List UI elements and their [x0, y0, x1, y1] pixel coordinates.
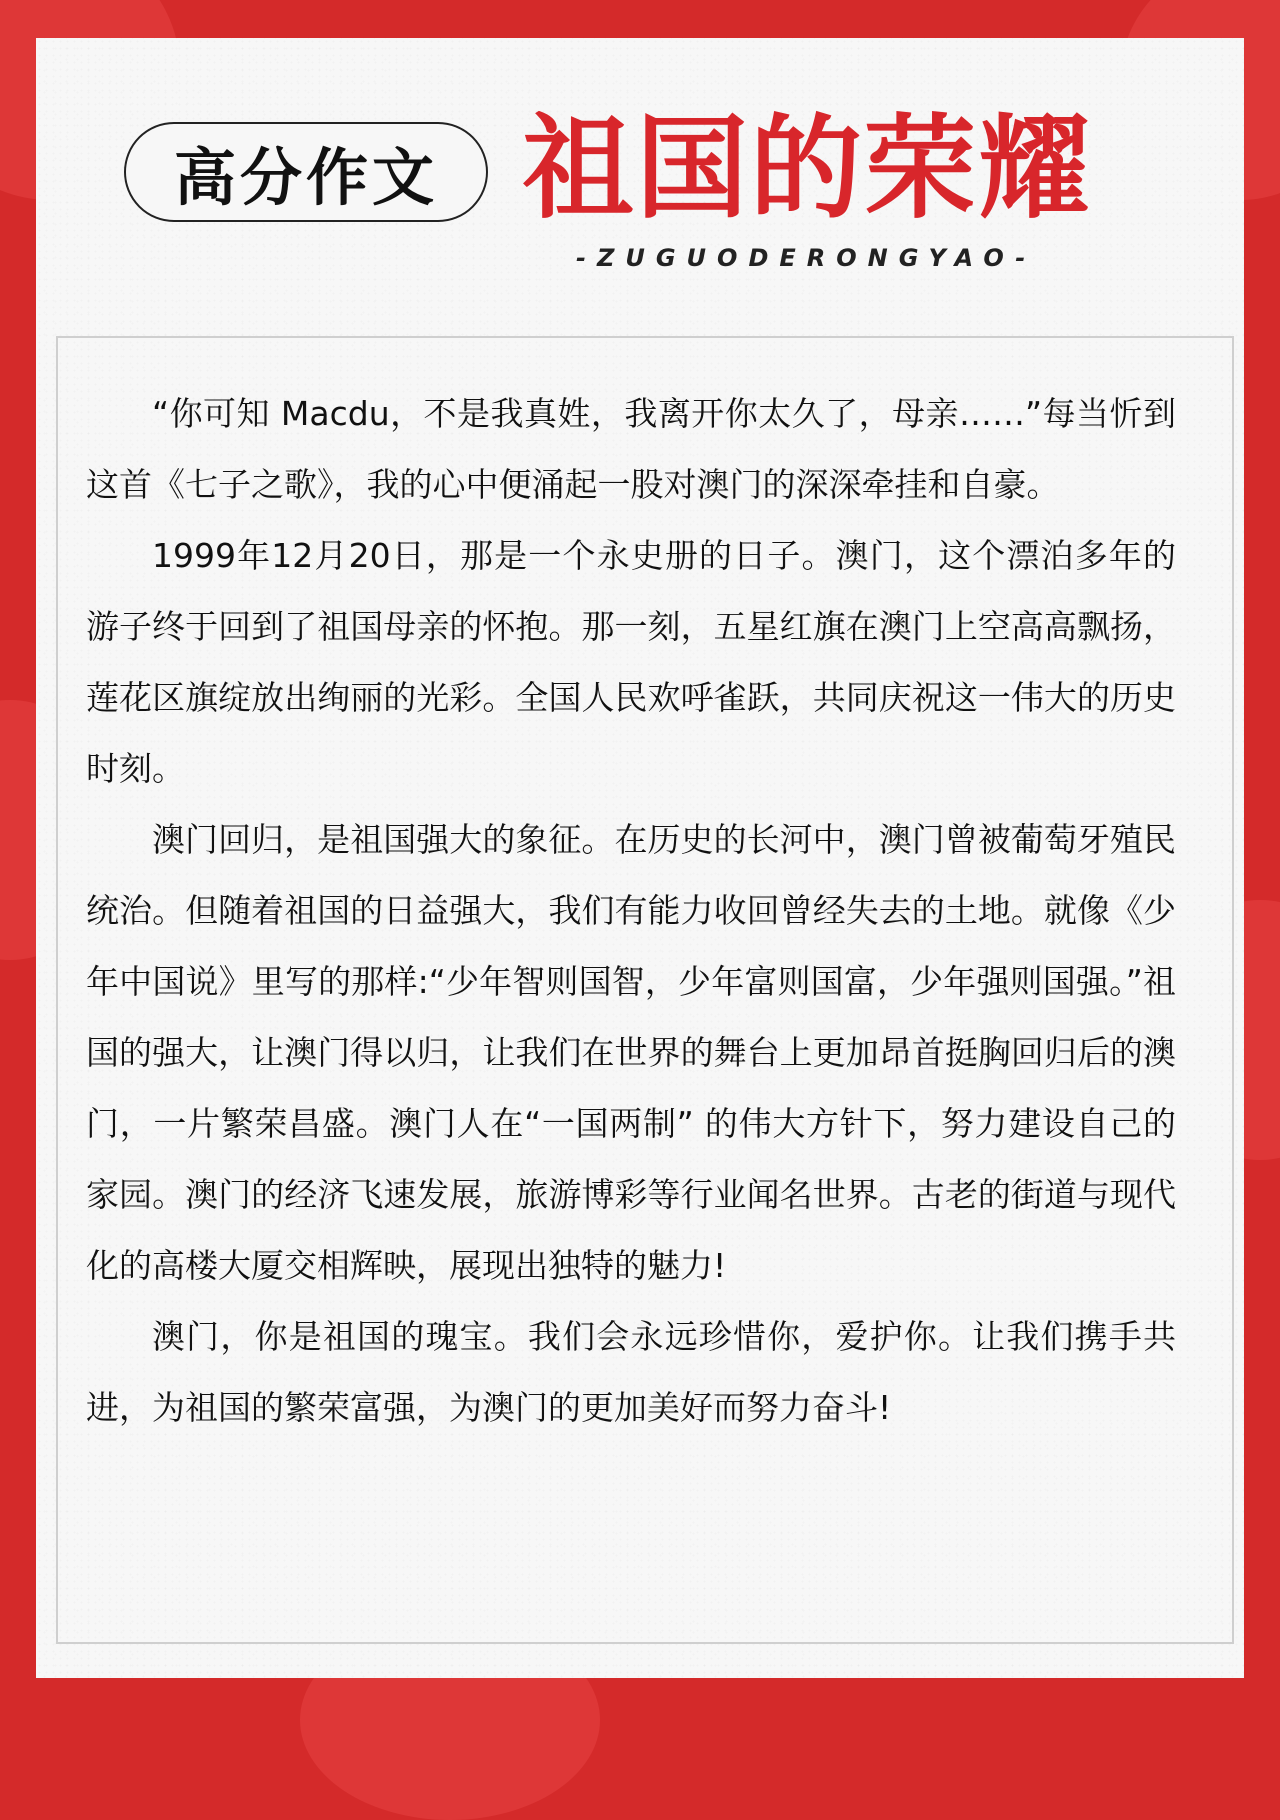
category-badge: 高分作文: [124, 122, 488, 222]
page-title: 祖国的荣耀: [522, 104, 1092, 234]
essay-paragraph: 澳门回归，是祖国强大的象征。在历史的长河中，澳门曾被葡萄牙殖民统治。但随着祖国的日益强大，我们有能力收回曾经失去的土地。就像《少年中国说》里写的那样:“少年智则国智，少年富则国富，少年强则国强。”祖国的强大，让澳门得以归，让我们在世界的舞台上更加昂首挺胸回归后的澳门，一片繁荣昌盛。澳门人在“一国两制” 的伟大方针下，努力建设自己的家园。澳门的经济飞速发展，旅游博彩等行业闻名世界。古老的街道与现代化的高楼大厦交相辉映，展现出独特的魅力!: [86, 820, 1176, 1285]
essay-paragraph: “你可知 Macdu，不是我真姓，我离开你太久了，母亲……”每当忻到这首《七子之歌》，我的心中便涌起一股对澳门的深深牵挂和自豪。: [86, 394, 1176, 504]
essay-text-box: [56, 336, 1234, 1644]
essay-card: [36, 38, 1244, 1678]
page-subtitle: -ZUGUODERONGYAO-: [576, 244, 1037, 272]
essay-paragraph: 1999年12月20日，那是一个永史册的日子。澳门，这个漂泊多年的游子终于回到了祖国母亲的怀抱。那一刻，五星红旗在澳门上空高高飘扬，莲花区旗绽放出绚丽的光彩。全国人民欢呼雀跃，共同庆祝这一伟大的历史时刻。: [86, 536, 1176, 788]
essay-body: [86, 378, 1176, 1443]
essay-paragraph: 澳门，你是祖国的瑰宝。我们会永远珍惜你，爱护你。让我们携手共进，为祖国的繁荣富强，为澳门的更加美好而努力奋斗!: [86, 1317, 1176, 1427]
